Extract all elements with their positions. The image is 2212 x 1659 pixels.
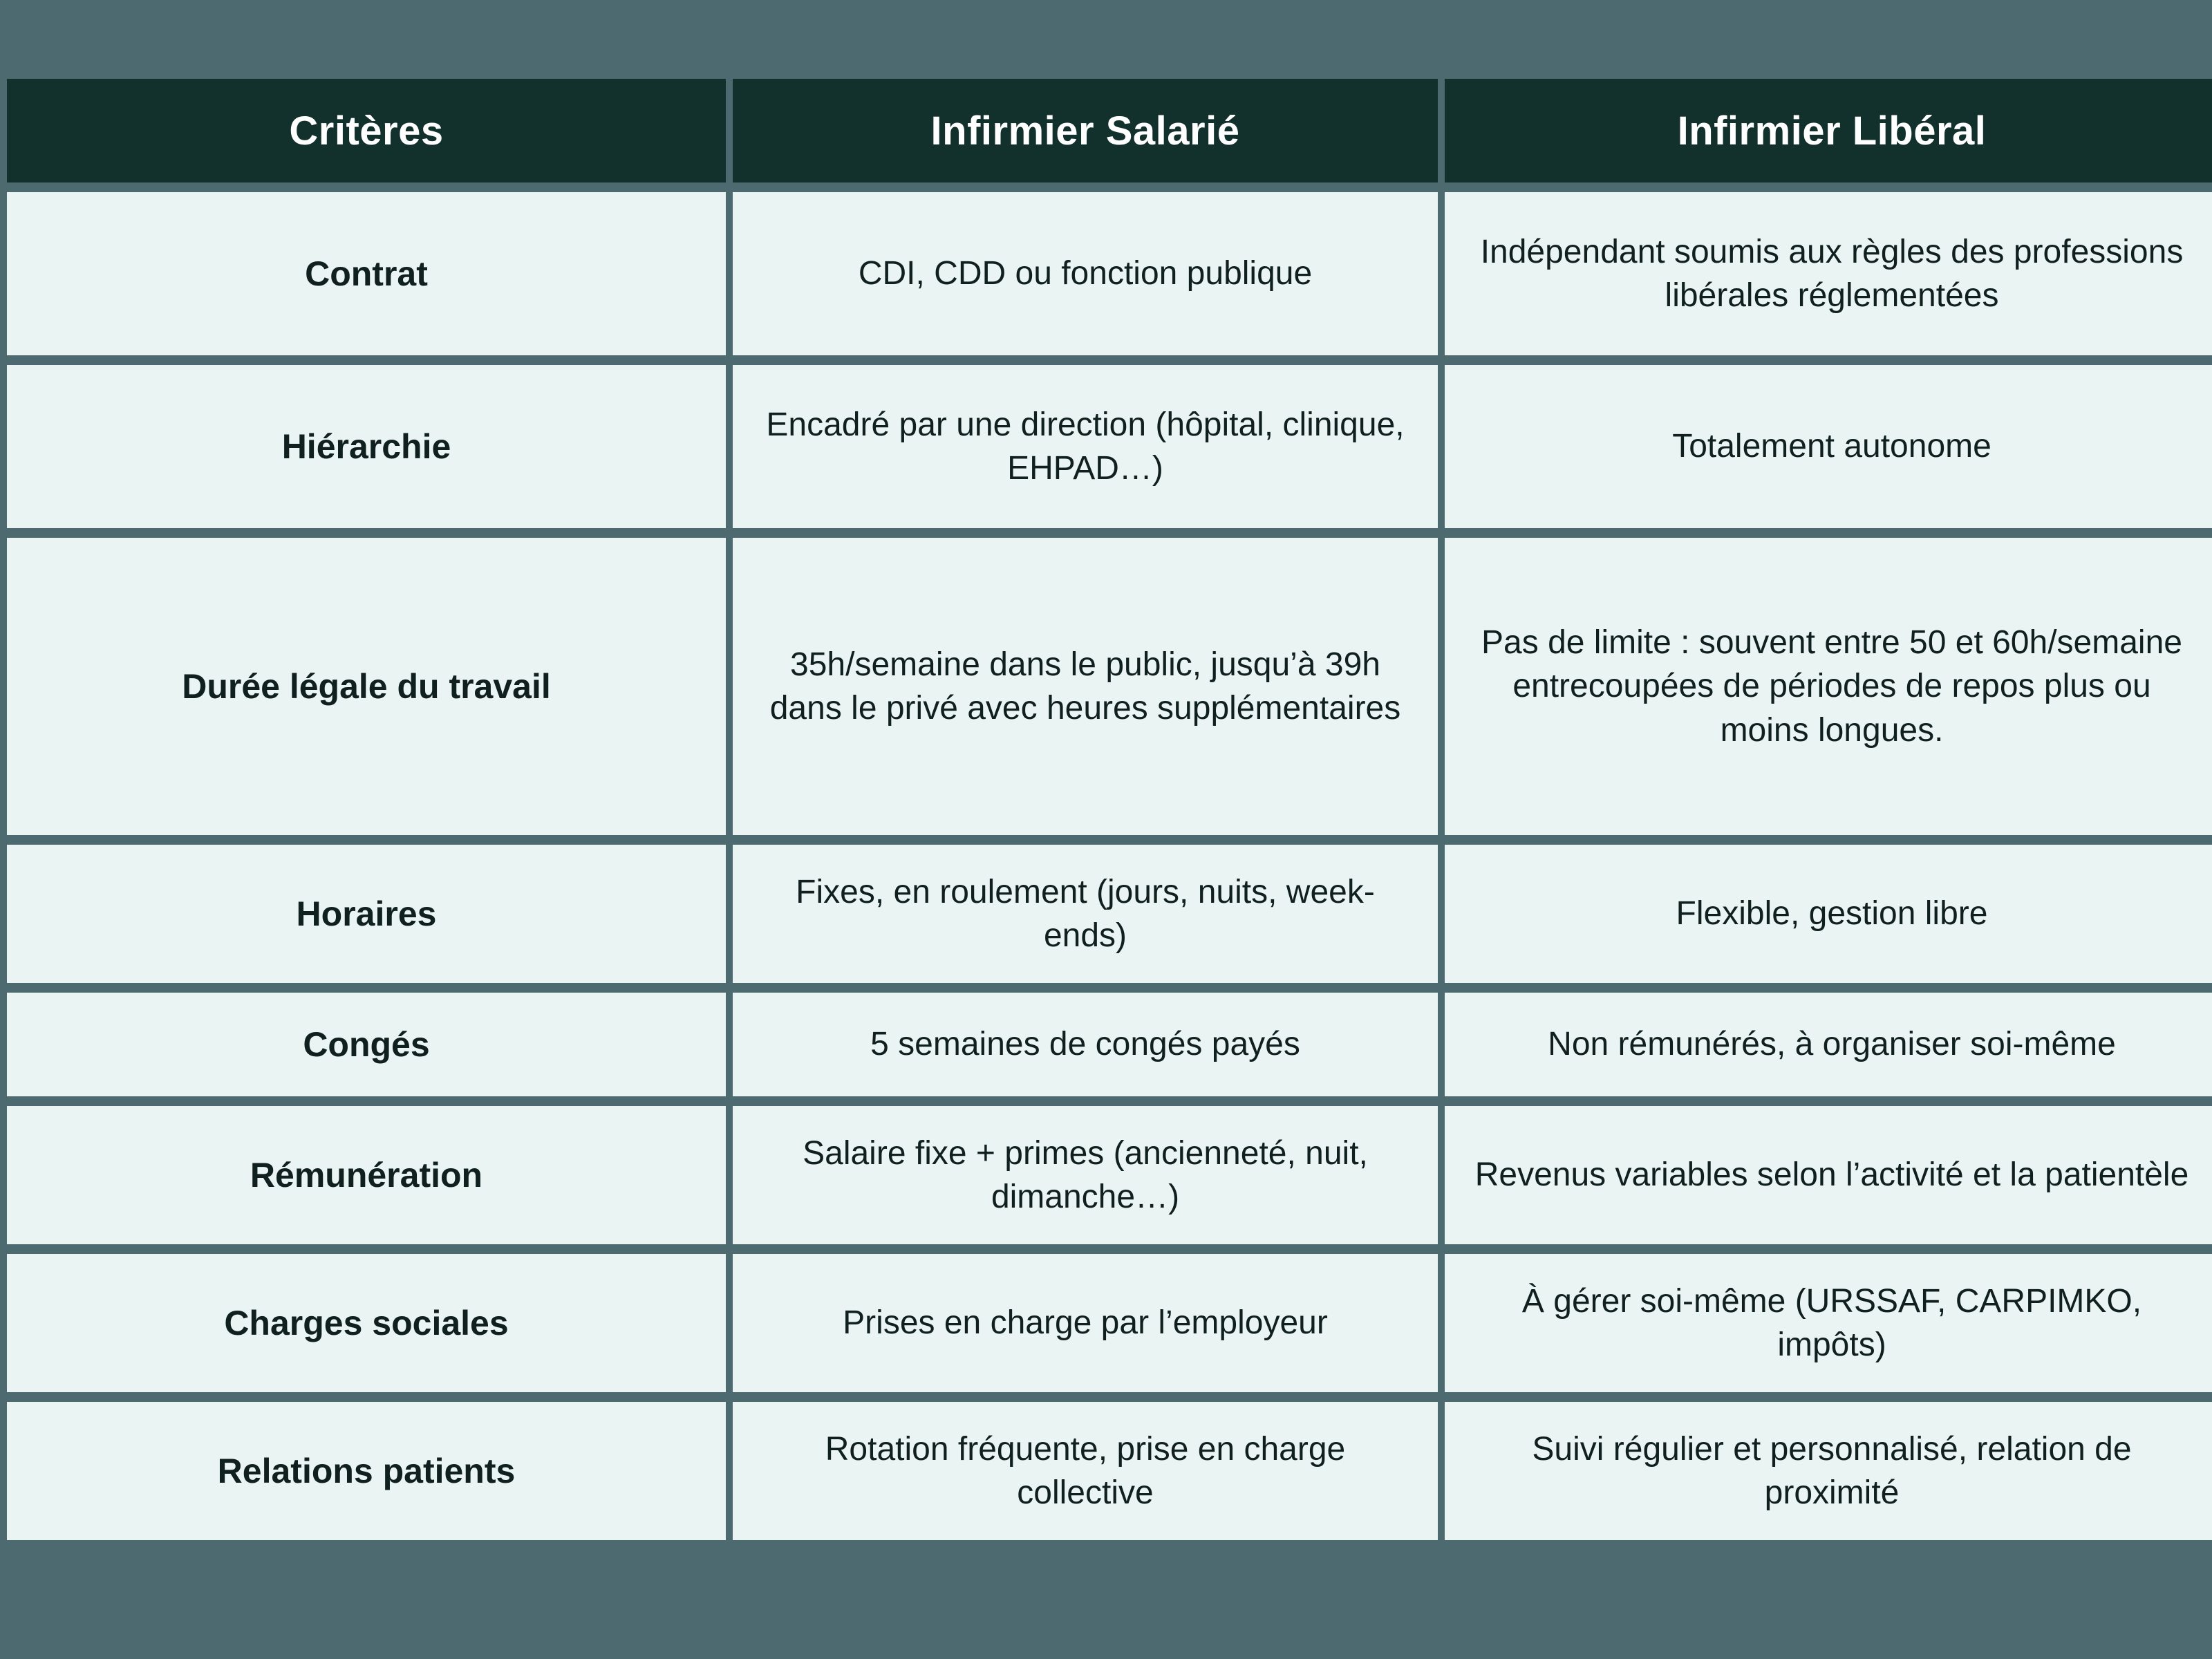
cell-liberal: Non rémunérés, à organiser soi-même	[1445, 993, 2212, 1096]
cell-critere: Rémunération	[7, 1106, 726, 1244]
cell-liberal: Totalement autonome	[1445, 365, 2212, 528]
table-header	[7, 79, 2212, 182]
table-row	[7, 365, 2212, 528]
table-header-row	[7, 79, 2212, 182]
comparison-table	[0, 69, 2212, 1550]
cell-salarie: CDI, CDD ou fonction publique	[733, 192, 1438, 355]
cell-liberal: Revenus variables selon l’activité et la patientèle	[1445, 1106, 2212, 1244]
cell-critere: Hiérarchie	[7, 365, 726, 528]
header-infirmier-salarie: Infirmier Salarié	[733, 79, 1438, 182]
cell-salarie: 35h/semaine dans le public, jusqu’à 39h dans le privé avec heures supplémentaires	[733, 538, 1438, 835]
cell-salarie: Encadré par une direction (hôpital, clinique, EHPAD…)	[733, 365, 1438, 528]
table-row	[7, 1106, 2212, 1244]
cell-salarie: 5 semaines de congés payés	[733, 993, 1438, 1096]
cell-critere: Contrat	[7, 192, 726, 355]
cell-critere: Relations patients	[7, 1402, 726, 1540]
table-row	[7, 538, 2212, 835]
cell-critere: Charges sociales	[7, 1254, 726, 1392]
cell-critere: Durée légale du travail	[7, 538, 726, 835]
cell-liberal: Suivi régulier et personnalisé, relation de proximité	[1445, 1402, 2212, 1540]
cell-critere: Horaires	[7, 845, 726, 983]
cell-salarie: Rotation fréquente, prise en charge collective	[733, 1402, 1438, 1540]
cell-liberal: Flexible, gestion libre	[1445, 845, 2212, 983]
cell-liberal: Indépendant soumis aux règles des professions libérales réglementées	[1445, 192, 2212, 355]
cell-salarie: Fixes, en roulement (jours, nuits, week-ends)	[733, 845, 1438, 983]
header-criteres: Critères	[7, 79, 726, 182]
cell-salarie: Prises en charge par l’employeur	[733, 1254, 1438, 1392]
table-row	[7, 845, 2212, 983]
cell-liberal: Pas de limite : souvent entre 50 et 60h/semaine entrecoupées de périodes de repos plus ou moins longues.	[1445, 538, 2212, 835]
table-row	[7, 1402, 2212, 1540]
cell-liberal: À gérer soi-même (URSSAF, CARPIMKO, impôts)	[1445, 1254, 2212, 1392]
table-body	[7, 192, 2212, 1540]
header-infirmier-liberal: Infirmier Libéral	[1445, 79, 2212, 182]
cell-critere: Congés	[7, 993, 726, 1096]
table-row	[7, 993, 2212, 1096]
cell-salarie: Salaire fixe + primes (ancienneté, nuit, dimanche…)	[733, 1106, 1438, 1244]
table-row	[7, 1254, 2212, 1392]
table-row	[7, 192, 2212, 355]
